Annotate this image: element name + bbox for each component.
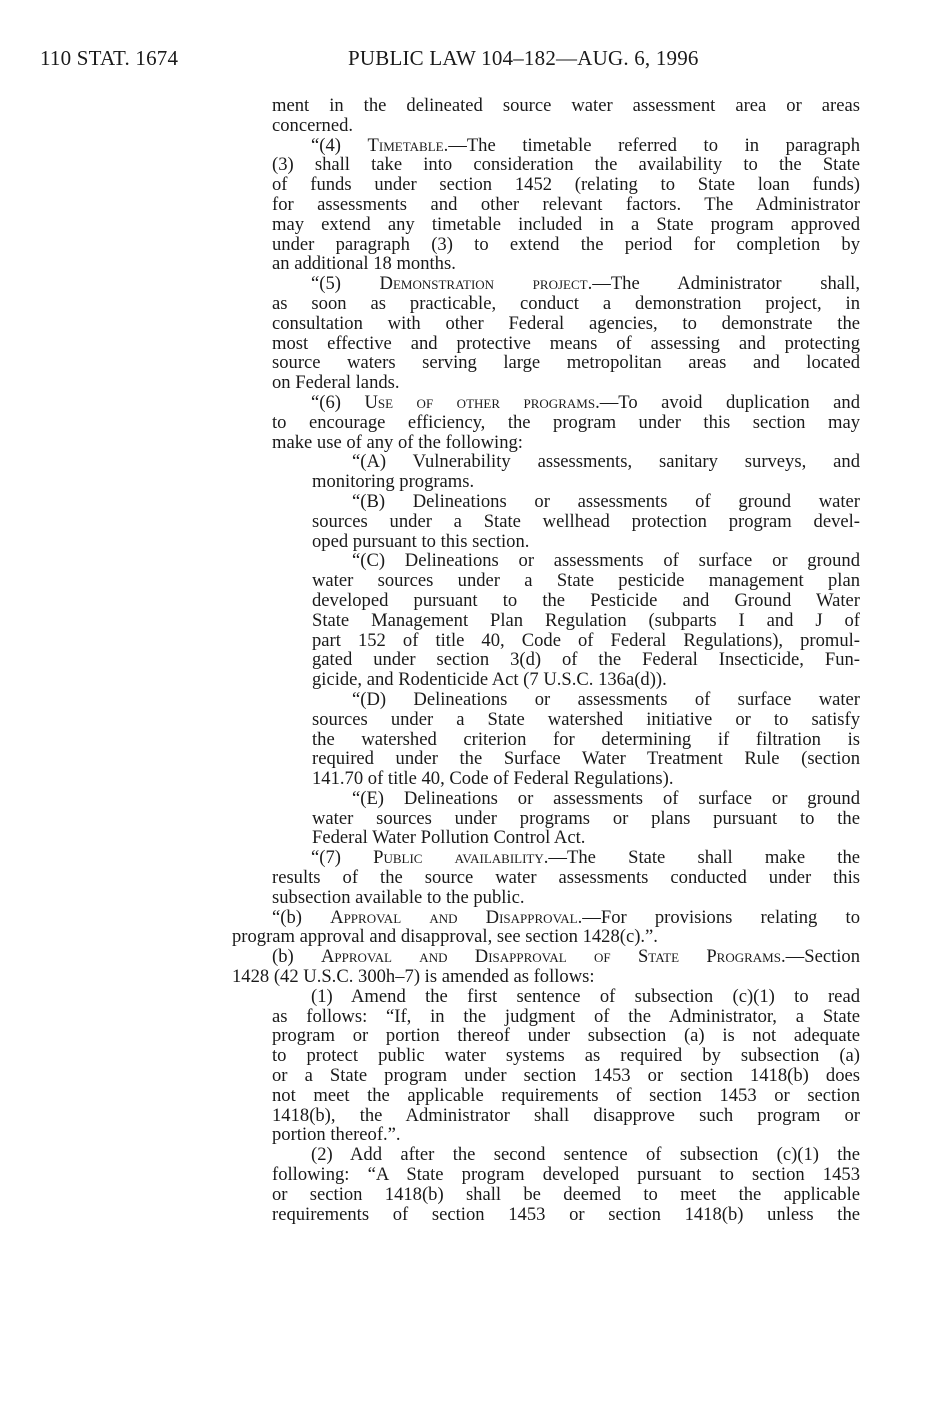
text-segment: source waters serving large metropolitan areas and located <box>272 352 860 374</box>
text-line <box>232 413 860 433</box>
text-line <box>232 314 860 334</box>
text-segment: requirements of section 1453 or section 1418(b) unless the <box>272 1203 860 1225</box>
text-segment: gated under section 3(d) of the Federal Insecticide, Fun- <box>312 649 860 671</box>
text-line <box>232 551 860 571</box>
text-line <box>232 1205 860 1225</box>
text-segment: as soon as practicable, conduct a demonstration project, in <box>272 292 860 314</box>
running-header <box>0 46 949 76</box>
text-segment: .—The State shall make the <box>543 847 860 869</box>
text-segment: to encourage efficiency, the program under this section may <box>272 411 860 433</box>
text-segment: .—To avoid duplication and <box>595 391 860 413</box>
text-segment: (1) Amend the first sentence of subsection (c)(1) to read <box>311 985 860 1007</box>
text-line <box>232 967 860 987</box>
text-segment: .—The timetable referred to in paragraph <box>443 134 860 156</box>
text-segment: portion thereof.”. <box>272 1124 401 1146</box>
section-heading: Public availability <box>373 847 544 869</box>
text-line <box>232 353 860 373</box>
text-line <box>232 769 860 789</box>
text-segment: of funds under section 1452 (relating to State loan funds) <box>272 174 860 196</box>
text-segment: developed pursuant to the Pesticide and Ground Water <box>312 589 860 611</box>
text-segment: required under the Surface Water Treatment Rule (section <box>312 748 860 770</box>
text-segment: “(A) Vulnerability assessments, sanitary surveys, and <box>352 451 860 473</box>
text-segment: gicide, and Rodenticide Act (7 U.S.C. 136a(d)). <box>312 669 667 691</box>
text-segment: water sources under a State pesticide management plan <box>312 570 860 592</box>
text-segment: monitoring programs. <box>312 471 475 493</box>
text-line <box>232 1086 860 1106</box>
text-line <box>232 908 860 928</box>
text-line <box>232 611 860 631</box>
text-segment: “(b) <box>272 906 331 928</box>
text-line <box>232 334 860 354</box>
text-segment: sources under a State watershed initiative or to satisfy <box>312 708 860 730</box>
text-line <box>232 1145 860 1165</box>
text-segment: part 152 of title 40, Code of Federal Regulations), promul- <box>312 629 860 651</box>
text-line <box>232 393 860 413</box>
text-segment: as follows: “If, in the judgment of the Administrator, a State <box>272 1005 860 1027</box>
text-segment: on Federal lands. <box>272 372 400 394</box>
text-line <box>232 927 860 947</box>
text-line <box>232 215 860 235</box>
text-segment: subsection available to the public. <box>272 886 525 908</box>
text-segment: not meet the applicable requirements of section 1453 or section <box>272 1084 860 1106</box>
text-segment: to protect public water systems as required by subsection (a) <box>272 1045 860 1067</box>
text-line <box>232 710 860 730</box>
text-line <box>232 472 860 492</box>
text-segment: consultation with other Federal agencies, to demonstrate the <box>272 312 860 334</box>
text-segment: .—The Administrator shall, <box>587 273 860 295</box>
text-line <box>232 591 860 611</box>
page-reference: 110 STAT. 1674 <box>40 46 179 70</box>
text-line <box>232 373 860 393</box>
text-line <box>232 888 860 908</box>
text-line <box>232 690 860 710</box>
text-segment: make use of any of the following: <box>272 431 523 453</box>
text-segment: Federal Water Pollution Control Act. <box>312 827 586 849</box>
text-line <box>232 254 860 274</box>
section-heading: Timetable <box>367 134 444 156</box>
text-line <box>232 1165 860 1185</box>
text-line <box>232 532 860 552</box>
text-segment: the watershed criterion for determining if filtration is <box>312 728 860 750</box>
text-line <box>232 749 860 769</box>
text-line <box>232 116 860 136</box>
text-segment: following: “A State program developed pursuant to section 1453 <box>272 1164 860 1186</box>
text-segment: “(B) Delineations or assessments of ground water <box>352 490 860 512</box>
text-line <box>232 1007 860 1027</box>
text-line <box>232 274 860 294</box>
text-segment: program approval and disapproval, see section 1428(c).”. <box>232 926 658 948</box>
text-line <box>232 294 860 314</box>
text-segment: sources under a State wellhead protection program devel- <box>312 510 860 532</box>
text-line <box>232 96 860 116</box>
text-line <box>232 512 860 532</box>
text-line <box>232 195 860 215</box>
section-heading: Demonstration project <box>379 273 588 295</box>
text-line <box>232 452 860 472</box>
text-line <box>232 155 860 175</box>
text-segment: “(6) <box>311 391 365 413</box>
text-line <box>232 809 860 829</box>
section-heading: Approval and Disapproval <box>330 906 578 928</box>
text-line <box>232 631 860 651</box>
text-segment: “(7) <box>311 847 374 869</box>
text-line <box>232 868 860 888</box>
text-line <box>232 670 860 690</box>
text-segment: most effective and protective means of assessing and protecting <box>272 332 860 354</box>
text-segment: an additional 18 months. <box>272 253 456 275</box>
text-line <box>232 650 860 670</box>
text-segment: may extend any timetable included in a State program approved <box>272 213 860 235</box>
text-line <box>232 789 860 809</box>
text-segment: oped pursuant to this section. <box>312 530 530 552</box>
text-segment: for assessments and other relevant factors. The Administrator <box>272 193 860 215</box>
text-segment: results of the source water assessments conducted under this <box>272 867 860 889</box>
text-segment: concerned. <box>272 114 354 136</box>
text-line <box>232 571 860 591</box>
law-title: PUBLIC LAW 104–182—AUG. 6, 1996 <box>348 46 699 70</box>
text-line <box>232 828 860 848</box>
text-line <box>232 433 860 453</box>
text-segment: (2) Add after the second sentence of subsection (c)(1) the <box>311 1144 860 1166</box>
text-segment: .—For provisions relating to <box>577 906 861 928</box>
text-segment: “(5) <box>311 273 380 295</box>
text-segment: “(C) Delineations or assessments of surface or ground <box>352 550 860 572</box>
text-line <box>232 175 860 195</box>
text-segment: 1418(b), the Administrator shall disapprove such program or <box>272 1104 860 1126</box>
text-line <box>232 1106 860 1126</box>
section-heading: Approval and Disapproval of State Programs <box>321 946 781 968</box>
text-segment: water sources under programs or plans pursuant to the <box>312 807 860 829</box>
text-segment: “(4) <box>311 134 368 156</box>
text-line <box>232 1046 860 1066</box>
text-segment: (3) shall take into consideration the availability to the State <box>272 154 860 176</box>
body-text <box>232 96 860 1224</box>
text-segment: or section 1418(b) shall be deemed to meet the applicable <box>272 1183 860 1205</box>
text-segment: 1428 (42 U.S.C. 300h–7) is amended as follows: <box>232 966 595 988</box>
text-line <box>232 492 860 512</box>
section-heading: Use of other programs <box>364 391 596 413</box>
text-segment: program or portion thereof under subsection (a) is not adequate <box>272 1025 860 1047</box>
text-segment: (b) <box>272 946 321 968</box>
text-segment: .—Section <box>780 946 860 968</box>
text-line <box>232 136 860 156</box>
text-segment: “(D) Delineations or assessments of surface water <box>352 688 860 710</box>
text-segment: or a State program under section 1453 or section 1418(b) does <box>272 1065 860 1087</box>
text-segment: “(E) Delineations or assessments of surface or ground <box>352 787 860 809</box>
text-segment: under paragraph (3) to extend the period for completion by <box>272 233 860 255</box>
text-line <box>232 1066 860 1086</box>
text-segment: State Management Plan Regulation (subparts I and J of <box>312 609 860 631</box>
text-line <box>232 1026 860 1046</box>
text-line <box>232 730 860 750</box>
text-line <box>232 235 860 255</box>
text-line <box>232 1185 860 1205</box>
text-line <box>232 1125 860 1145</box>
text-segment: ment in the delineated source water assessment area or areas <box>272 95 860 116</box>
text-line <box>232 848 860 868</box>
text-segment: 141.70 of title 40, Code of Federal Regulations). <box>312 768 674 790</box>
text-line <box>232 987 860 1007</box>
text-line <box>232 947 860 967</box>
